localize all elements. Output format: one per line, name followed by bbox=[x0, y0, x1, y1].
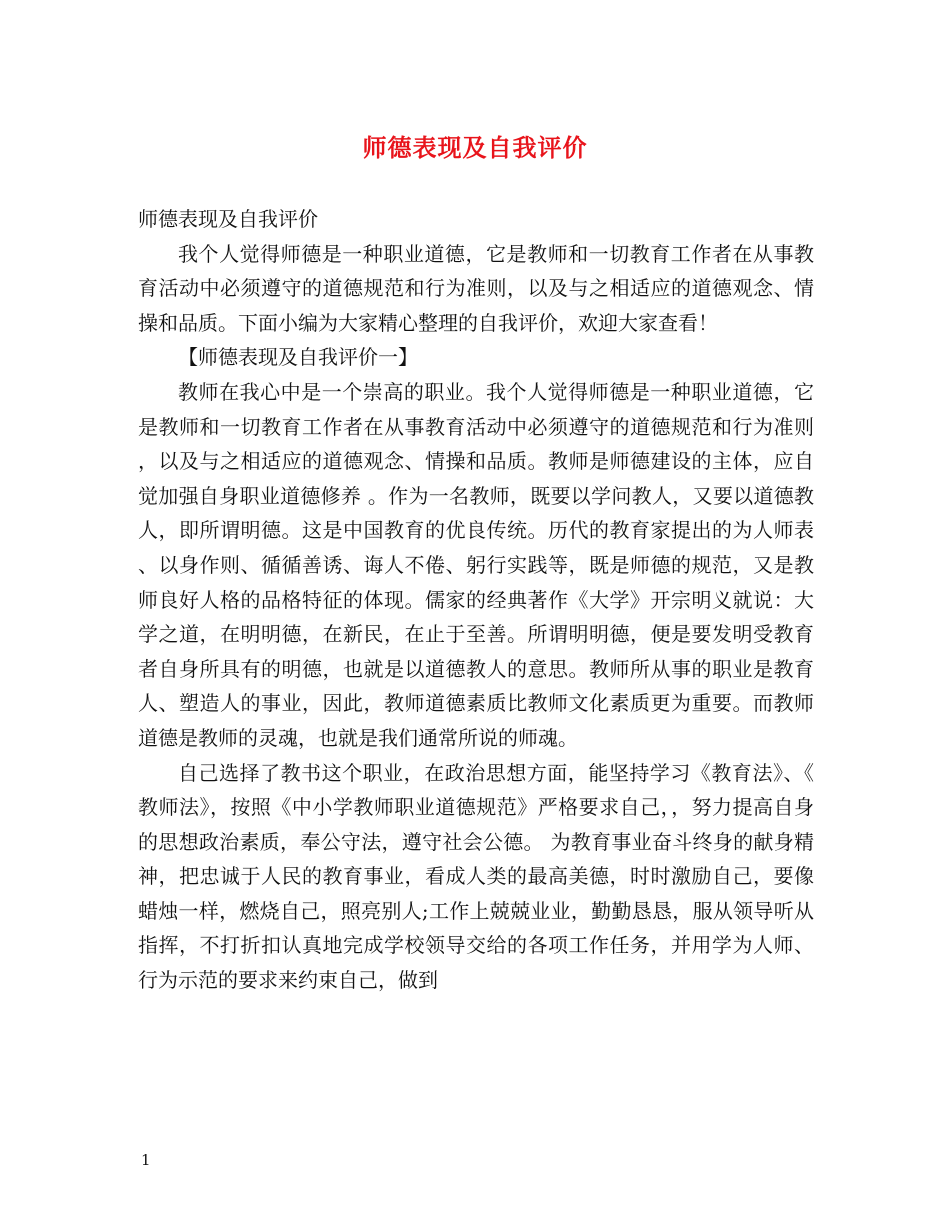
document-title: 师德表现及自我评价 bbox=[362, 133, 588, 162]
body-subtitle: 师德表现及自我评价 bbox=[138, 207, 318, 231]
body-paragraph-1: 教师在我心中是一个崇高的职业。我个人觉得师德是一种职业道德，它是教师和一切教育工作者在从事教育活动中必须遵守的道德规范和行为准则，以及与之相适应的道德观念、情操和品质。教师是师德建设的主体，应自觉加强自身职业道德修养 。作为一名教师，既要以学问教人，又要以道德教人，即所谓明德。这是中国教育的优良传统。历代的教育家提出的为人师表、以身作则、循循善诱、诲人不倦、躬行实践等，既是师德的规范，又是教师良好人格的品格特征的体现。儒家的经典著作《大学》开宗明义就说：大学之道，在明明德，在新民，在止于至善。所谓明明德，便是要发明受教育者自身所具有的明德，也就是以道德教人的意思。教师所从事的职业是教育人、塑造人的事业，因此，教师道德素质比教师文化素质更为重要。而教师道德是教师的灵魂，也就是我们通常所说的师魂。 bbox=[138, 379, 814, 750]
intro-paragraph: 我个人觉得师德是一种职业道德，它是教师和一切教育工作者在从事教育活动中必须遵守的道德规范和行为准则，以及与之相适应的道德观念、情操和品质。下面小编为大家精心整理的自我评价，欢迎大家查看！ bbox=[138, 241, 814, 335]
page-number: 1 bbox=[141, 1151, 151, 1169]
document-body bbox=[138, 202, 814, 998]
body-paragraph-2: 自己选择了教书这个职业，在政治思想方面，能坚持学习《教育法》、《教师法》，按照《中小学教师职业道德规范》严格要求自己，，努力提高自身的思想政治素质，奉公守法，遵守社会公德。 为教育事业奋斗终身的献身精神，把忠诚于人民的教育事业，看成人类的最高美德，时时激励自己，要像蜡烛一样，燃烧自己，照亮别人;工作上兢兢业业，勤勤恳恳，服从领导听从指挥，不打折扣认真地完成学校领导交给的各项工作任务，并用学为人师、行为示范的要求来约束自己，做到 bbox=[138, 760, 814, 993]
section-heading: 【师德表现及自我评价一】 bbox=[178, 345, 418, 370]
